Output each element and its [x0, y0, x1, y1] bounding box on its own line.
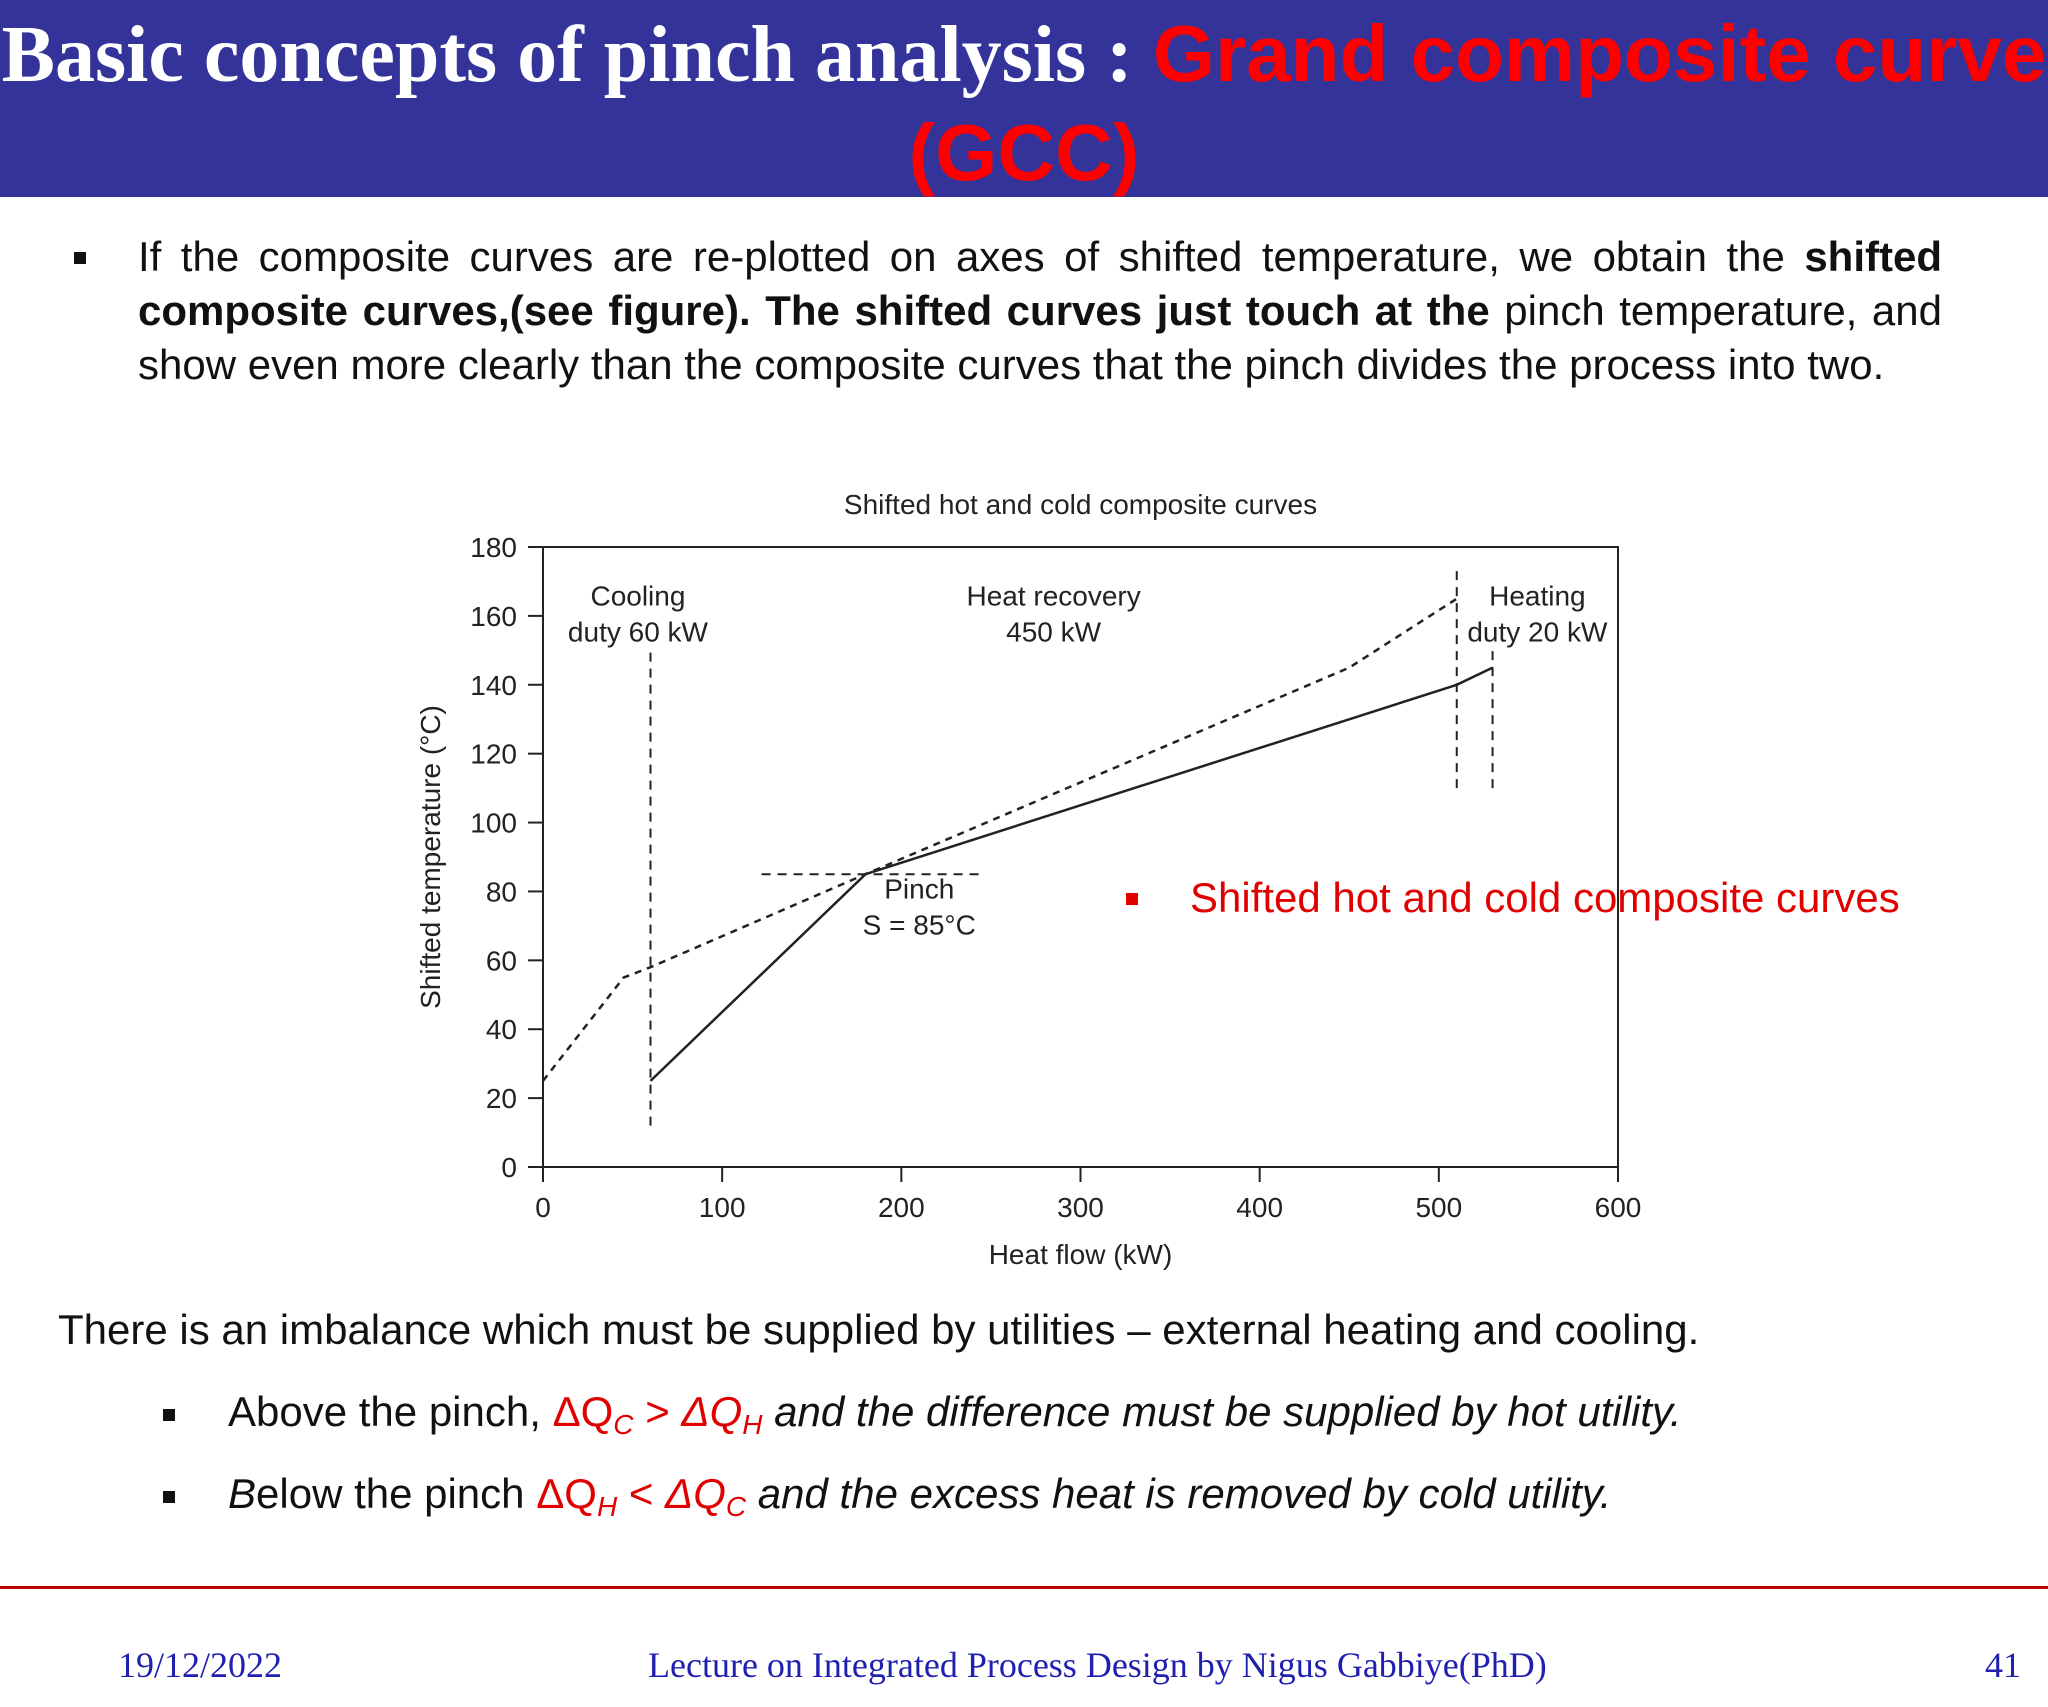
y-tick-label: 80: [485, 876, 517, 908]
y-tick-label: 60: [485, 945, 517, 977]
greater-than-operator: >: [633, 1388, 682, 1435]
chart-annotation: S = 85°C: [862, 909, 976, 941]
y-tick-label: 160: [470, 600, 517, 632]
delta-qh: [536, 1470, 618, 1522]
chart-annotation: duty 60 kW: [567, 616, 708, 648]
side-note: Shifted hot and cold composite curves: [1190, 874, 1900, 921]
delta-qh: [681, 1388, 763, 1440]
above-pinch-rest: and the difference must be supplied by hot utility.: [762, 1388, 1682, 1435]
x-tick-label: 0: [535, 1192, 551, 1223]
chart-annotation: Heating: [1489, 580, 1586, 612]
below-pinch-bullet: [228, 1470, 1611, 1523]
chart-annotation: Pinch: [884, 873, 955, 905]
y-tick-label: 100: [470, 807, 517, 839]
footer-divider: [0, 1586, 2048, 1589]
subscript-h: H: [742, 1409, 763, 1440]
title-bar: [0, 0, 2048, 197]
bullet-text-bold: shifted composite curves,(see figure). The shifted curves just touch at the: [138, 233, 1942, 334]
bullet-text-2: pinch temperature, and show even more clearly than the composite curves that the pinch divides the process into two.: [138, 287, 1942, 388]
bullet-square-icon: [163, 1409, 175, 1421]
chart-annotation: Heat recovery: [966, 580, 1141, 612]
footer-lecture: Lecture on Integrated Process Design by Nigus Gabbiye(PhD): [648, 1645, 1547, 1685]
footer-date: 19/12/2022: [118, 1645, 283, 1685]
bullet-text-1: If the composite curves are re-plotted on axes of shifted temperature, we obtain the: [138, 233, 1805, 280]
chart-annotation: Cooling: [590, 580, 686, 612]
subscript-h: H: [596, 1491, 618, 1522]
below-pinch-lead: elow the pinch: [256, 1470, 537, 1517]
x-axis-label: Heat flow (kW): [988, 1239, 1173, 1270]
delta-qc: [552, 1388, 634, 1440]
cold-composite-curve-dashed: [543, 599, 1457, 1081]
x-tick-label: 200: [877, 1192, 925, 1223]
subscript-c: C: [613, 1409, 634, 1440]
imbalance-paragraph: There is an imbalance which must be supplied by utilities – external heating and cooling.: [58, 1306, 1700, 1353]
y-tick-label: 120: [470, 738, 517, 770]
x-tick-label: 100: [698, 1192, 746, 1223]
above-pinch-lead: Above the pinch,: [228, 1388, 553, 1435]
y-axis-label: Shifted temperature (°C): [415, 705, 446, 1009]
chart-annotation: 450 kW: [1006, 616, 1102, 648]
delta-q-symbol: ΔQ: [665, 1470, 726, 1517]
delta-q-symbol: ΔQ: [681, 1388, 743, 1435]
delta-q-symbol: ΔQ: [552, 1388, 614, 1435]
below-pinch-initial: B: [228, 1470, 257, 1517]
y-tick-label: 40: [485, 1014, 517, 1046]
bullet-paragraph: [138, 230, 1942, 392]
y-tick-label: 0: [501, 1152, 517, 1183]
y-tick-label: 20: [485, 1083, 517, 1115]
above-pinch-bullet: [228, 1388, 1682, 1441]
x-tick-label: 500: [1415, 1192, 1463, 1223]
chart-annotation: duty 20 kW: [1467, 616, 1608, 648]
slide-title: [0, 5, 2048, 197]
chart-title: Shifted hot and cold composite curves: [843, 489, 1318, 520]
bullet-square-icon: [74, 252, 86, 264]
side-note-bullet-icon: [1126, 893, 1138, 905]
x-tick-label: 300: [1057, 1192, 1104, 1223]
y-tick-label: 140: [470, 669, 517, 701]
subscript-c: C: [725, 1491, 747, 1522]
bullet-square-icon: [163, 1491, 175, 1503]
page-number: 41: [1985, 1645, 2021, 1685]
x-tick-label: 400: [1236, 1192, 1284, 1223]
delta-q-symbol: ΔQ: [536, 1470, 597, 1517]
x-tick-label: 600: [1594, 1192, 1642, 1223]
title-main: Basic concepts of pinch analysis :: [1, 11, 1153, 99]
title-accent: Grand composite curve (GCC): [908, 9, 2047, 197]
y-tick-label: 180: [470, 532, 517, 563]
less-than-operator: <: [617, 1470, 666, 1517]
delta-qc: [665, 1470, 747, 1522]
below-pinch-rest: and the excess heat is removed by cold utility.: [746, 1470, 1612, 1517]
